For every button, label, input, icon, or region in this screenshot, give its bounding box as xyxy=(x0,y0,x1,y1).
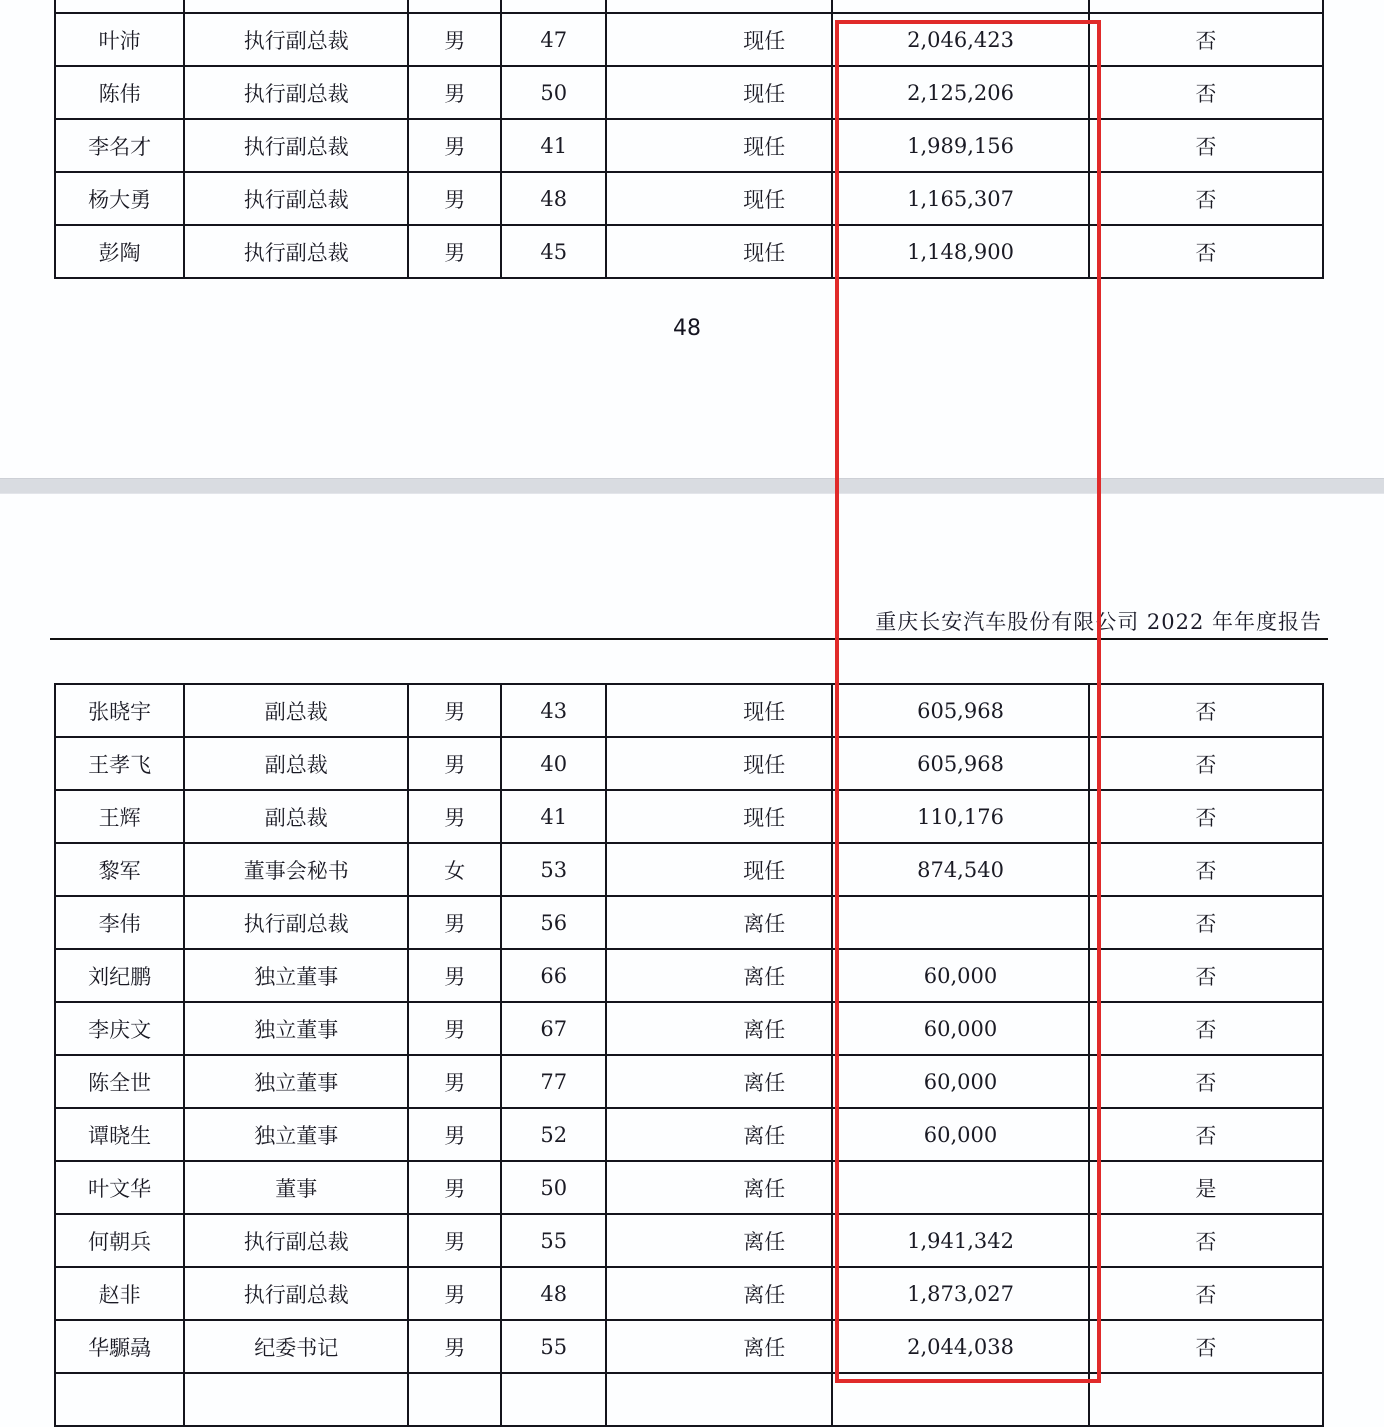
cell-age: 53 xyxy=(501,843,606,896)
cell-pay: 110,176 xyxy=(832,790,1088,843)
cell-age: 56 xyxy=(501,896,606,949)
cell-related: 否 xyxy=(1089,1320,1323,1373)
document-page-48 xyxy=(0,0,1384,478)
cell-pay: 1,148,900 xyxy=(832,225,1088,278)
cell-status: 现任 xyxy=(606,790,832,843)
table-row xyxy=(55,737,1323,790)
cell-title: 董事 xyxy=(184,1161,408,1214)
cell-status: 离任 xyxy=(606,1108,832,1161)
cell-gender: 男 xyxy=(408,172,501,225)
cell-status: 现任 xyxy=(606,13,832,66)
cell-title: 执行副总裁 xyxy=(184,119,408,172)
cell-name: 彭陶 xyxy=(55,225,184,278)
cell-pay: 60,000 xyxy=(832,1002,1088,1055)
table-row xyxy=(55,790,1323,843)
cell-pay: 60,000 xyxy=(832,949,1088,1002)
cell-gender: 男 xyxy=(408,225,501,278)
cell-related: 否 xyxy=(1089,225,1323,278)
cell-title: 纪委书记 xyxy=(184,1320,408,1373)
cell-title: 执行副总裁 xyxy=(184,1214,408,1267)
cell-gender: 男 xyxy=(408,790,501,843)
cell-name: 王辉 xyxy=(55,790,184,843)
cell-status: 现任 xyxy=(606,66,832,119)
cell-age: 41 xyxy=(501,790,606,843)
cell-name: 李名才 xyxy=(55,119,184,172)
cell-pay: 60,000 xyxy=(832,1055,1088,1108)
cell-gender: 男 xyxy=(408,66,501,119)
cell-status: 离任 xyxy=(606,1214,832,1267)
cell-status: 离任 xyxy=(606,1267,832,1320)
cell-name: 杨大勇 xyxy=(55,172,184,225)
cell-title: 执行副总裁 xyxy=(184,1267,408,1320)
cell-pay: 1,941,342 xyxy=(832,1214,1088,1267)
header-rule xyxy=(50,638,1328,640)
table-row xyxy=(55,684,1323,737)
cell-title: 独立董事 xyxy=(184,949,408,1002)
cell-gender: 男 xyxy=(408,1055,501,1108)
table-row xyxy=(55,1002,1323,1055)
cell-name: 李庆文 xyxy=(55,1002,184,1055)
cell-pay: 874,540 xyxy=(832,843,1088,896)
cell-related: 否 xyxy=(1089,843,1323,896)
table-row xyxy=(55,1055,1323,1108)
cell-status: 离任 xyxy=(606,896,832,949)
cell-related: 否 xyxy=(1089,172,1323,225)
cell-title: 执行副总裁 xyxy=(184,172,408,225)
cell-status: 现任 xyxy=(606,843,832,896)
cell-pay: 1,873,027 xyxy=(832,1267,1088,1320)
cell-gender: 男 xyxy=(408,737,501,790)
cell-title: 执行副总裁 xyxy=(184,13,408,66)
cell-status: 离任 xyxy=(606,949,832,1002)
cell-age: 50 xyxy=(501,1161,606,1214)
cell-age: 52 xyxy=(501,1108,606,1161)
cell-title: 副总裁 xyxy=(184,684,408,737)
cell-gender: 男 xyxy=(408,1108,501,1161)
cell-age: 55 xyxy=(501,1320,606,1373)
cell-name: 王孝飞 xyxy=(55,737,184,790)
table-row xyxy=(55,66,1323,119)
cell-related: 否 xyxy=(1089,13,1323,66)
cell-age: 41 xyxy=(501,119,606,172)
table-row xyxy=(55,949,1323,1002)
page-number: 48 xyxy=(673,316,701,341)
cell-related: 否 xyxy=(1089,1108,1323,1161)
cell-status: 离任 xyxy=(606,1002,832,1055)
cell-gender: 男 xyxy=(408,1002,501,1055)
cell-name: 张晓宇 xyxy=(55,684,184,737)
table-row xyxy=(55,172,1323,225)
compensation-table-top xyxy=(54,0,1324,279)
cell-name: 华騵骉 xyxy=(55,1320,184,1373)
cell-gender: 男 xyxy=(408,1214,501,1267)
cell-title: 独立董事 xyxy=(184,1108,408,1161)
cell-related: 否 xyxy=(1089,896,1323,949)
cell-age: 66 xyxy=(501,949,606,1002)
table-row xyxy=(55,1320,1323,1373)
table-row xyxy=(55,843,1323,896)
cell-gender: 女 xyxy=(408,843,501,896)
cell-gender: 男 xyxy=(408,896,501,949)
cell-name: 陈伟 xyxy=(55,66,184,119)
table-row xyxy=(55,896,1323,949)
cell-name: 谭晓生 xyxy=(55,1108,184,1161)
cell-status: 现任 xyxy=(606,119,832,172)
cell-name: 叶沛 xyxy=(55,13,184,66)
cell-name: 赵非 xyxy=(55,1267,184,1320)
table-row xyxy=(55,1161,1323,1214)
cell-gender: 男 xyxy=(408,1161,501,1214)
cell-age: 48 xyxy=(501,1267,606,1320)
cell-gender: 男 xyxy=(408,684,501,737)
cell-status: 离任 xyxy=(606,1320,832,1373)
page-separator xyxy=(0,478,1384,494)
cell-age: 55 xyxy=(501,1214,606,1267)
cell-age: 45 xyxy=(501,225,606,278)
cell-age: 67 xyxy=(501,1002,606,1055)
table-row xyxy=(55,13,1323,66)
cell-title: 执行副总裁 xyxy=(184,896,408,949)
compensation-table-bottom xyxy=(54,683,1324,1427)
cell-pay: 605,968 xyxy=(832,737,1088,790)
cell-age: 48 xyxy=(501,172,606,225)
cell-status: 现任 xyxy=(606,225,832,278)
table-row-cut xyxy=(55,0,1323,13)
running-header: 重庆长安汽车股份有限公司 2022 年年度报告 xyxy=(875,610,1322,634)
cell-name: 李伟 xyxy=(55,896,184,949)
cell-name: 何朝兵 xyxy=(55,1214,184,1267)
cell-related: 否 xyxy=(1089,949,1323,1002)
cell-title: 董事会秘书 xyxy=(184,843,408,896)
cell-age: 43 xyxy=(501,684,606,737)
table-row xyxy=(55,1267,1323,1320)
cell-name: 叶文华 xyxy=(55,1161,184,1214)
cell-pay: 2,044,038 xyxy=(832,1320,1088,1373)
cell-related: 否 xyxy=(1089,1214,1323,1267)
cell-pay xyxy=(832,1161,1088,1214)
table-row xyxy=(55,1214,1323,1267)
cell-gender: 男 xyxy=(408,1320,501,1373)
cell-pay: 60,000 xyxy=(832,1108,1088,1161)
cell-age: 77 xyxy=(501,1055,606,1108)
cell-related: 否 xyxy=(1089,684,1323,737)
cell-title: 执行副总裁 xyxy=(184,225,408,278)
cell-gender: 男 xyxy=(408,1267,501,1320)
cell-related: 否 xyxy=(1089,1002,1323,1055)
cell-related: 否 xyxy=(1089,119,1323,172)
cell-gender: 男 xyxy=(408,13,501,66)
cell-status: 现任 xyxy=(606,737,832,790)
table-row-cut xyxy=(55,1373,1323,1426)
cell-status: 离任 xyxy=(606,1055,832,1108)
cell-related: 否 xyxy=(1089,790,1323,843)
cell-title: 独立董事 xyxy=(184,1055,408,1108)
cell-pay: 2,046,423 xyxy=(832,13,1088,66)
cell-pay xyxy=(832,896,1088,949)
cell-pay: 1,165,307 xyxy=(832,172,1088,225)
cell-status: 现任 xyxy=(606,172,832,225)
cell-related: 否 xyxy=(1089,1267,1323,1320)
table-row xyxy=(55,119,1323,172)
cell-title: 执行副总裁 xyxy=(184,66,408,119)
cell-status: 现任 xyxy=(606,684,832,737)
cell-name: 刘纪鹏 xyxy=(55,949,184,1002)
cell-related: 是 xyxy=(1089,1161,1323,1214)
cell-title: 独立董事 xyxy=(184,1002,408,1055)
cell-title: 副总裁 xyxy=(184,737,408,790)
cell-pay: 1,989,156 xyxy=(832,119,1088,172)
cell-pay: 2,125,206 xyxy=(832,66,1088,119)
cell-gender: 男 xyxy=(408,949,501,1002)
cell-age: 50 xyxy=(501,66,606,119)
cell-pay: 605,968 xyxy=(832,684,1088,737)
cell-related: 否 xyxy=(1089,1055,1323,1108)
cell-age: 40 xyxy=(501,737,606,790)
cell-related: 否 xyxy=(1089,737,1323,790)
cell-status: 离任 xyxy=(606,1161,832,1214)
cell-gender: 男 xyxy=(408,119,501,172)
cell-title: 副总裁 xyxy=(184,790,408,843)
cell-name: 陈全世 xyxy=(55,1055,184,1108)
cell-age: 47 xyxy=(501,13,606,66)
table-row xyxy=(55,1108,1323,1161)
table-row xyxy=(55,225,1323,278)
cell-related: 否 xyxy=(1089,66,1323,119)
cell-name: 黎军 xyxy=(55,843,184,896)
